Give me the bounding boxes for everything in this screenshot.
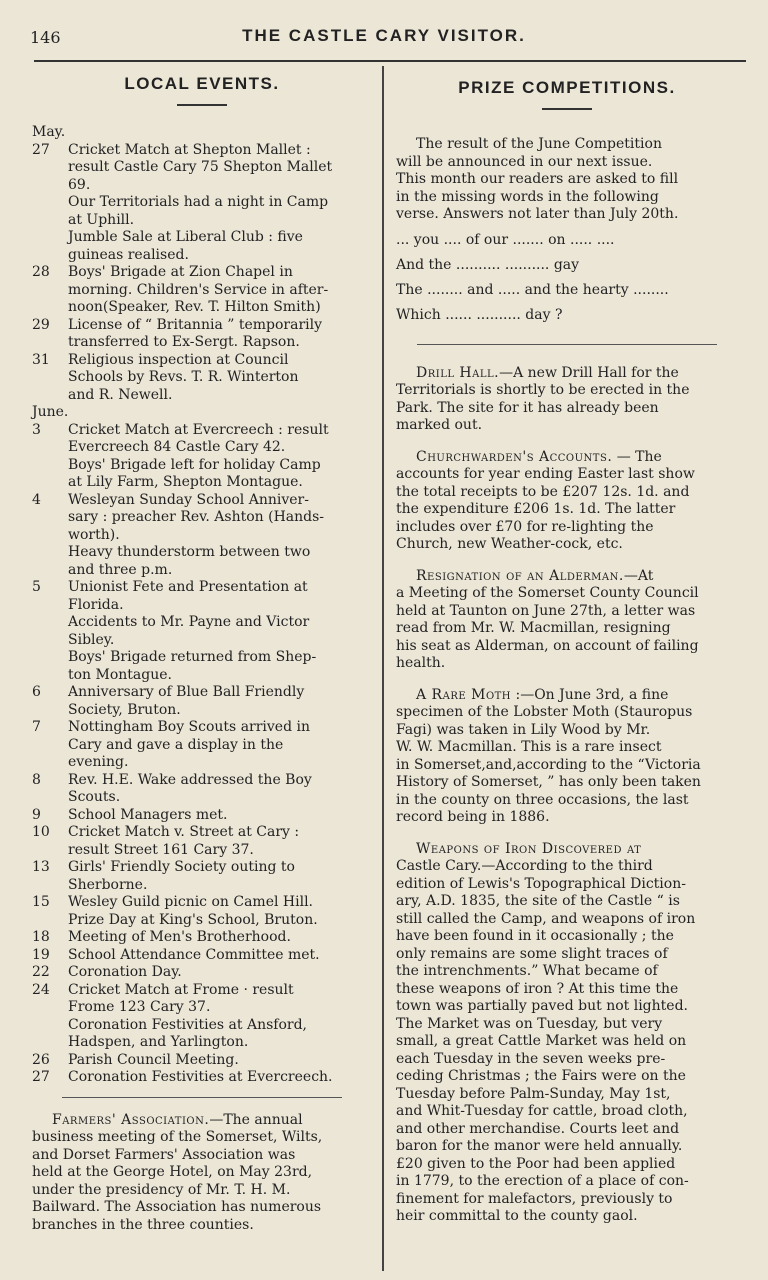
event-day: 22	[32, 964, 50, 980]
event-line: evening.	[68, 754, 129, 770]
event-line: Coronation Festivities at Ansford,	[68, 1016, 308, 1033]
event-line: License of “ Britannia ” temporarily	[68, 316, 323, 333]
paragraph-line: in the county on three occasions, the last	[396, 791, 689, 808]
note-block	[396, 365, 738, 435]
paragraph-line: only remains are some slight traces of	[396, 945, 668, 962]
note-block	[396, 841, 738, 1226]
event-line: Heavy thunderstorm between two	[68, 544, 311, 560]
event-text	[68, 684, 372, 719]
paragraph-line: a Meeting of the Somerset County Council	[396, 585, 699, 601]
event-line: Anniversary of Blue Ball Friendly	[68, 684, 305, 700]
event-day: 6	[32, 684, 41, 700]
event-day: 26	[32, 1051, 50, 1068]
paragraph-line: held at Taunton on June 27th, a letter was	[396, 602, 696, 619]
event-line: Prize Day at King's School, Bruton.	[68, 911, 318, 928]
paragraph-line: marked out.	[396, 417, 483, 433]
paragraph-line	[396, 841, 738, 859]
note-text: —A new Drill Hall for the	[499, 364, 679, 381]
event-line: Boys' Brigade at Zion Chapel in	[68, 264, 293, 280]
paragraph-line	[396, 687, 738, 705]
event-line: Boys' Brigade left for holiday Camp	[68, 456, 321, 473]
event-day: 3	[32, 421, 41, 438]
paragraph-line	[396, 449, 738, 467]
june-events-list	[32, 422, 372, 1087]
event-line: morning. Children's Service in after-	[68, 281, 329, 298]
event-text	[68, 1052, 372, 1070]
event-line: Rev. H.E. Wake addressed the Boy	[68, 771, 312, 788]
paragraph-line: Tuesday before Palm-Sunday, May 1st,	[396, 1085, 671, 1102]
event-line: Cricket Match at Evercreech : result	[68, 421, 329, 438]
note-heading: Farmers' Association.	[52, 1111, 210, 1128]
paragraph-line: and other merchandise. Courts leet and	[396, 1120, 680, 1137]
event-line: and R. Newell.	[68, 386, 173, 403]
event-day: 4	[32, 491, 41, 508]
event-entry	[32, 579, 372, 684]
paragraph-line: Fagi) was taken in Lily Wood by Mr.	[396, 721, 651, 738]
event-line: School Managers met.	[68, 806, 228, 823]
event-line: Girls' Friendly Society outing to	[68, 859, 295, 875]
note-heading: Resignation of an Alderman.	[416, 567, 624, 584]
paragraph-line: accounts for year ending Easter last show	[396, 466, 695, 482]
event-day: 5	[32, 579, 41, 595]
verse-line: ... you .... of our ....... on ..... ....	[396, 231, 615, 248]
event-line: at Uphill.	[68, 211, 135, 228]
event-line: Religious inspection at Council	[68, 351, 289, 368]
event-line: sary : preacher Rev. Ashton (Hands-	[68, 509, 325, 525]
event-line: Schools by Revs. T. R. Winterton	[68, 369, 299, 385]
event-text	[68, 352, 372, 405]
event-day: 13	[32, 859, 50, 875]
paragraph-line: Castle Cary.—According to the third	[396, 858, 653, 874]
event-text	[68, 719, 372, 772]
event-line: Jumble Sale at Liberal Club : five	[68, 229, 303, 245]
event-line: Coronation Festivities at Evercreech.	[68, 1069, 333, 1085]
paragraph-line: Territorials is shortly to be erected in the	[396, 382, 690, 398]
event-line: Scouts.	[68, 789, 121, 805]
event-entry	[32, 1052, 372, 1070]
event-day: 8	[32, 771, 41, 788]
note-text: —The annual	[209, 1111, 303, 1128]
event-day: 10	[32, 824, 50, 840]
event-line: Coronation Day.	[68, 964, 182, 980]
event-day: 24	[32, 981, 50, 998]
paragraph-line: have been found in it occasionally ; the	[396, 928, 674, 944]
column-divider	[382, 66, 384, 1271]
event-line: Cricket Match v. Street at Cary :	[68, 824, 300, 840]
paragraph-line: Bailward. The Association has numerous	[32, 1199, 322, 1215]
event-line: Accidents to Mr. Payne and Victor	[68, 614, 310, 630]
note-heading: Weapons of Iron Discovered at	[416, 840, 642, 857]
paragraph-line: record being in 1886.	[396, 809, 550, 825]
paragraph-line: the total receipts to be £207 12s. 1d. and	[396, 483, 690, 500]
paragraph-line: includes over £70 for re-lighting the	[396, 518, 654, 535]
event-line: Wesley Guild picnic on Camel Hill.	[68, 894, 314, 910]
note-text: —At	[623, 567, 654, 584]
event-entry	[32, 894, 372, 929]
event-line: worth).	[68, 526, 120, 543]
event-line: Society, Bruton.	[68, 701, 181, 718]
event-line: School Attendance Committee met.	[68, 946, 320, 963]
intro-line: verse. Answers not later than July 20th.	[396, 206, 679, 222]
event-line: transferred to Ex-Sergt. Rapson.	[68, 334, 300, 350]
event-entry	[32, 859, 372, 894]
event-day: 29	[32, 316, 50, 333]
paragraph-line: baron for the manor were held annually.	[396, 1138, 683, 1154]
paragraph-line	[396, 365, 738, 383]
verse-line: And the .......... .......... gay	[396, 256, 580, 273]
verse-line: The ........ and ..... and the hearty ........	[396, 281, 669, 298]
event-text	[68, 317, 372, 352]
page-header	[0, 24, 768, 50]
verse-line: Which ...... .......... day ?	[396, 306, 563, 323]
paragraph-line: W. W. Macmillan. This is a rare insect	[396, 739, 662, 755]
paragraph-line	[32, 1112, 372, 1130]
event-entry	[32, 142, 372, 265]
paragraph-line: and Whit-Tuesday for cattle, broad cloth,	[396, 1103, 688, 1119]
event-text	[68, 807, 372, 825]
paragraph-line: specimen of the Lobster Moth (Stauropus	[396, 704, 693, 720]
note-heading: Drill Hall.	[416, 364, 500, 381]
paragraph-line: Church, new Weather-cock, etc.	[396, 536, 623, 552]
paragraph-line: the intrenchments.” What became of	[396, 963, 658, 979]
prize-competitions-column	[396, 78, 738, 1240]
farmers-association-note	[32, 1112, 372, 1235]
event-line: 69.	[68, 176, 91, 193]
paragraph-line: his seat as Alderman, on account of failing	[396, 637, 699, 654]
event-day: 28	[32, 264, 50, 280]
event-line: Frome 123 Cary 37.	[68, 999, 211, 1015]
paragraph-line: £20 given to the Poor had been applied	[396, 1155, 676, 1172]
event-entry	[32, 929, 372, 947]
paragraph-line: branches in the three counties.	[32, 1216, 254, 1233]
event-line: and three p.m.	[68, 561, 173, 578]
may-events-list	[32, 142, 372, 405]
month-label-june: June.	[32, 404, 69, 420]
event-text	[68, 824, 372, 859]
note-heading: A Rare Moth	[416, 686, 512, 703]
event-line: Hadspen, and Yarlington.	[68, 1034, 249, 1050]
prize-competitions-title: PRIZE COMPETITIONS.	[458, 78, 676, 97]
event-text	[68, 264, 372, 317]
event-entry	[32, 807, 372, 825]
paragraph-line: under the presidency of Mr. T. H. M.	[32, 1181, 291, 1198]
paragraph-line: edition of Lewis's Topographical Diction-	[396, 875, 686, 892]
event-line: Boys' Brigade returned from Shep-	[68, 649, 317, 665]
event-line: Cary and gave a display in the	[68, 736, 284, 753]
competition-verse	[396, 228, 738, 328]
running-title: THE CASTLE CARY VISITOR.	[242, 26, 526, 45]
event-line: ton Montague.	[68, 666, 172, 683]
intro-line: will be announced in our next issue.	[396, 153, 653, 170]
paragraph-line: heir committal to the county gaol.	[396, 1208, 638, 1224]
prize-intro	[396, 136, 738, 224]
event-day: 7	[32, 719, 41, 735]
paragraph-line: read from Mr. W. Macmillan, resigning	[396, 620, 671, 636]
event-entry	[32, 264, 372, 317]
event-line: Florida.	[68, 596, 124, 613]
event-line: noon(Speaker, Rev. T. Hilton Smith)	[68, 299, 321, 315]
local-events-column	[32, 74, 372, 1234]
event-entry	[32, 492, 372, 580]
event-line: Wesleyan Sunday School Anniver-	[68, 491, 309, 508]
event-day: 27	[32, 1069, 50, 1085]
intro-line: in the missing words in the following	[396, 188, 659, 205]
event-entry	[32, 1069, 372, 1087]
event-entry	[32, 684, 372, 719]
event-entry	[32, 947, 372, 965]
paragraph-line: ary, A.D. 1835, the site of the Castle “ is	[396, 893, 680, 909]
paragraph-line: held at the George Hotel, on May 23rd,	[32, 1164, 313, 1180]
paragraph-line: in Somerset,and,according to the “Victoria	[396, 756, 701, 773]
paragraph-line: ceding Christmas ; the Fairs were on the	[396, 1068, 686, 1084]
month-label-may: May.	[32, 124, 66, 140]
event-text	[68, 492, 372, 580]
event-text	[68, 859, 372, 894]
note-text: — The	[612, 448, 662, 465]
event-line: Nottingham Boy Scouts arrived in	[68, 719, 310, 735]
event-entry	[32, 422, 372, 492]
event-line: Our Territorials had a night in Camp	[68, 194, 329, 210]
intro-line: This month our readers are asked to fill	[396, 171, 679, 187]
paragraph-line: these weapons of iron ? At this time the	[396, 980, 679, 997]
event-text	[68, 579, 372, 684]
paragraph-line: in 1779, to the erection of a place of con-	[396, 1173, 689, 1189]
note-heading: Churchwarden's Accounts.	[416, 448, 613, 465]
event-text	[68, 772, 372, 807]
paragraph-line: still called the Camp, and weapons of iron	[396, 910, 696, 927]
paragraph-line: History of Somerset, ” has only been taken	[396, 774, 701, 790]
event-line: Evercreech 84 Castle Cary 42.	[68, 439, 286, 455]
event-line: Parish Council Meeting.	[68, 1051, 239, 1068]
event-line: at Lily Farm, Shepton Montague.	[68, 474, 303, 490]
event-day: 18	[32, 929, 50, 945]
event-text	[68, 929, 372, 947]
paragraph-line: small, a great Cattle Market was held on	[396, 1033, 687, 1049]
note-block	[396, 687, 738, 827]
note-text: :—On June 3rd, a fine	[511, 686, 669, 703]
event-day: 9	[32, 806, 41, 823]
page-number: 146	[30, 28, 61, 47]
event-text	[68, 947, 372, 965]
event-line: Meeting of Men's Brotherhood.	[68, 929, 291, 945]
event-line: Cricket Match at Frome · result	[68, 981, 294, 998]
event-line: Cricket Match at Shepton Mallet :	[68, 141, 311, 158]
intro-line: The result of the June Competition	[416, 136, 662, 152]
note-block	[396, 568, 738, 673]
paragraph-line: the expenditure £206 1s. 1d. The latter	[396, 501, 676, 517]
event-line: guineas realised.	[68, 246, 189, 263]
event-day: 15	[32, 894, 50, 910]
event-day: 31	[32, 351, 50, 368]
event-text	[68, 894, 372, 929]
event-line: Sibley.	[68, 631, 115, 648]
event-entry	[32, 772, 372, 807]
event-text	[68, 982, 372, 1052]
event-day: 27	[32, 141, 50, 158]
event-entry	[32, 317, 372, 352]
header-rule	[34, 60, 746, 62]
event-text	[68, 422, 372, 492]
local-events-title: LOCAL EVENTS.	[124, 74, 280, 93]
note-block	[396, 449, 738, 554]
event-entry	[32, 964, 372, 982]
paragraph-line: The Market was on Tuesday, but very	[396, 1015, 663, 1032]
event-day: 19	[32, 946, 50, 963]
notes-list	[396, 365, 738, 1226]
event-entry	[32, 352, 372, 405]
event-text	[68, 964, 372, 982]
event-entry	[32, 982, 372, 1052]
event-entry	[32, 824, 372, 859]
paragraph-line: business meeting of the Somerset, Wilts,	[32, 1129, 323, 1145]
paragraph-line: each Tuesday in the seven weeks pre-	[396, 1050, 666, 1067]
paragraph-line: finement for malefactors, previously to	[396, 1190, 673, 1207]
paragraph-line: and Dorset Farmers' Association was	[32, 1146, 296, 1163]
event-line: Sherborne.	[68, 876, 148, 893]
event-line: Unionist Fete and Presentation at	[68, 579, 308, 595]
event-line: result Castle Cary 75 Shepton Mallet	[68, 159, 333, 175]
paragraph-line	[396, 568, 738, 586]
event-text	[68, 142, 372, 265]
event-entry	[32, 719, 372, 772]
event-line: result Street 161 Cary 37.	[68, 841, 254, 858]
paragraph-line: Park. The site for it has already been	[396, 399, 659, 416]
paragraph-line: town was partially paved but not lighted.	[396, 998, 688, 1014]
paragraph-line: health.	[396, 655, 446, 671]
event-text	[68, 1069, 372, 1087]
